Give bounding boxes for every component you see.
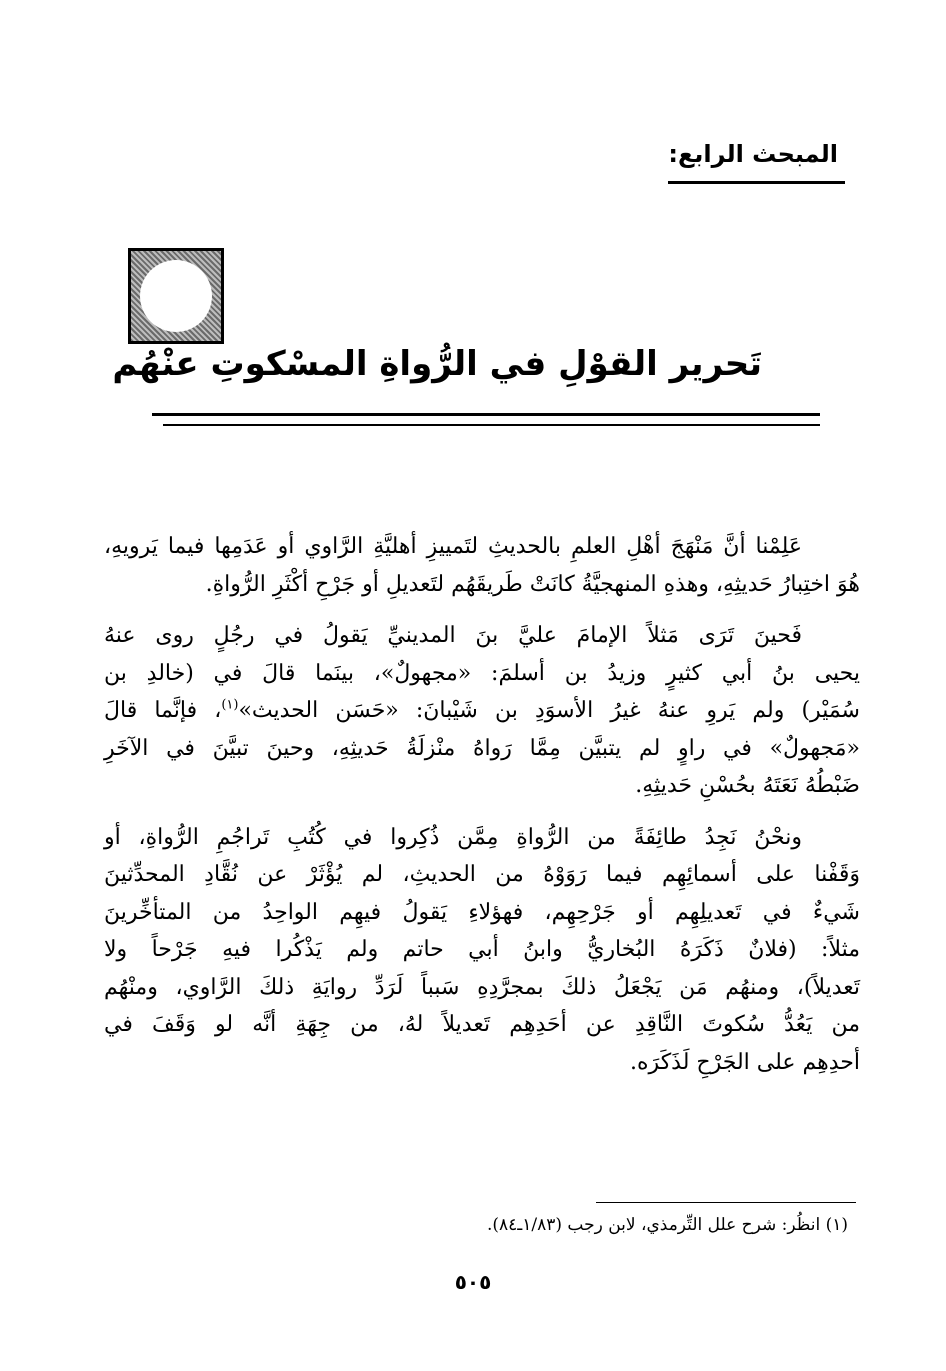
chapter-title: تَحرير القوْلِ في الرُّواةِ المسْكوتِ عنْهُم [112,344,762,384]
footnote: (١) انظُر: شرح علل التِّرمذي، لابن رجب (١/٨٣ـ٨٤). [486,1215,848,1235]
text-line: ونحْنُ نَجِدُ طائِفَةً من الرُّواةِ مِمَّن ذُكِروا في كُتُبِ تَراجُمِ الرُّواةِ، أو [104,824,802,850]
paragraph-3 [104,819,860,1082]
paragraph-1 [104,528,860,603]
title-rule-secondary [163,424,820,426]
text-line: أحدِهِم على الجَرْحِ لَذَكَرَه. [630,1049,860,1075]
text-line: يحيى بنُ أبي كثيرٍ وزيدُ بن أسلمَ: «مجهولٌ»، بينَما قالَ في (خالدِ بن [104,660,860,686]
body-text [104,528,860,1095]
title-rule [152,413,820,416]
text-segment: سُمَيْر) ولم يَروِ عنهُ غيرُ الأسوَدِ بن شَيْبانَ: «حَسَن الحديث» [238,698,860,723]
page-number: ٥٠٥ [454,1270,492,1294]
text-segment: ، فإنَّما قالَ [104,698,222,723]
section-label: المبحث الرابع: [668,140,838,168]
text-line: فَحينَ تَرَى مَثلاً الإمامَ عليَّ بنَ المدينيِّ يَقولُ في رجُلٍ روى عنهُ [104,623,802,648]
text-line: ضَبْطُهُ نَعَتَهُ بحُسْنِ حَديثِهِ. [635,773,860,798]
paragraph-2 [104,617,860,805]
text-line: هُوَ اختِبارُ حَديثِهِ، وهذهِ المنهجيَّةُ كانَتْ طَريقَهُم لتَعديلِ أو جَرْحِ أكْثَرِ الرُّواةِ. [205,571,860,597]
text-line: تَعديلاً)، ومنهُم مَن يَجْعَلُ ذلكَ بمجرَّدِهِ سَبباً لَرَدِّ روايَةِ ذلكَ الرَّاوي، ومنْهُم [104,974,861,1000]
text-line: مثلاً: (فلانٌ ذَكَرَهُ البُخاريُّ وابنُ أبي حاتم ولم يَذْكُرا فيهِ جَرْحاً ولا [104,937,860,962]
section-label-underline [668,181,845,184]
ornament-frame-icon [128,248,224,344]
text-line: وَقَفْنا على أسمائِهِم فيما رَوَوْهُ من الحديثِ، لم يُؤْثَرْ عن نُقَّادِ المحدِّثينَ [104,862,860,887]
text-line: شَيءٌ في تَعديلِهِم أو جَرْحِهِم، فهؤلاءِ يَقولُ فيهِم الواحِدُ من المتأخِّرينَ [104,899,860,925]
text-line: «مَجهولٌ» في راوٍ لم يتبيَّن مِمَّا رَواهُ منْزلَةُ حَديثِهِ، وحينَ تبيَّنَ في الآخَرِ [104,735,860,761]
text-line [104,692,860,730]
text-line: من يَعُدُّ سُكوتَ النَّاقِدِ عن أحَدِهِم تَعديلاً لهُ، من جِهَةِ أنَّه لو وَقَفَ في [104,1012,860,1037]
text-line: عَلِمْنا أنَّ مَنْهَجَ أهْلِ العلمِ بالحديثِ لتَمييزِ أهليَّةِ الرَّاوي أو عَدَمِها فيما يَرويهِ، [104,534,802,559]
footnote-separator [596,1202,856,1203]
footnote-marker: (١) [221,697,239,713]
